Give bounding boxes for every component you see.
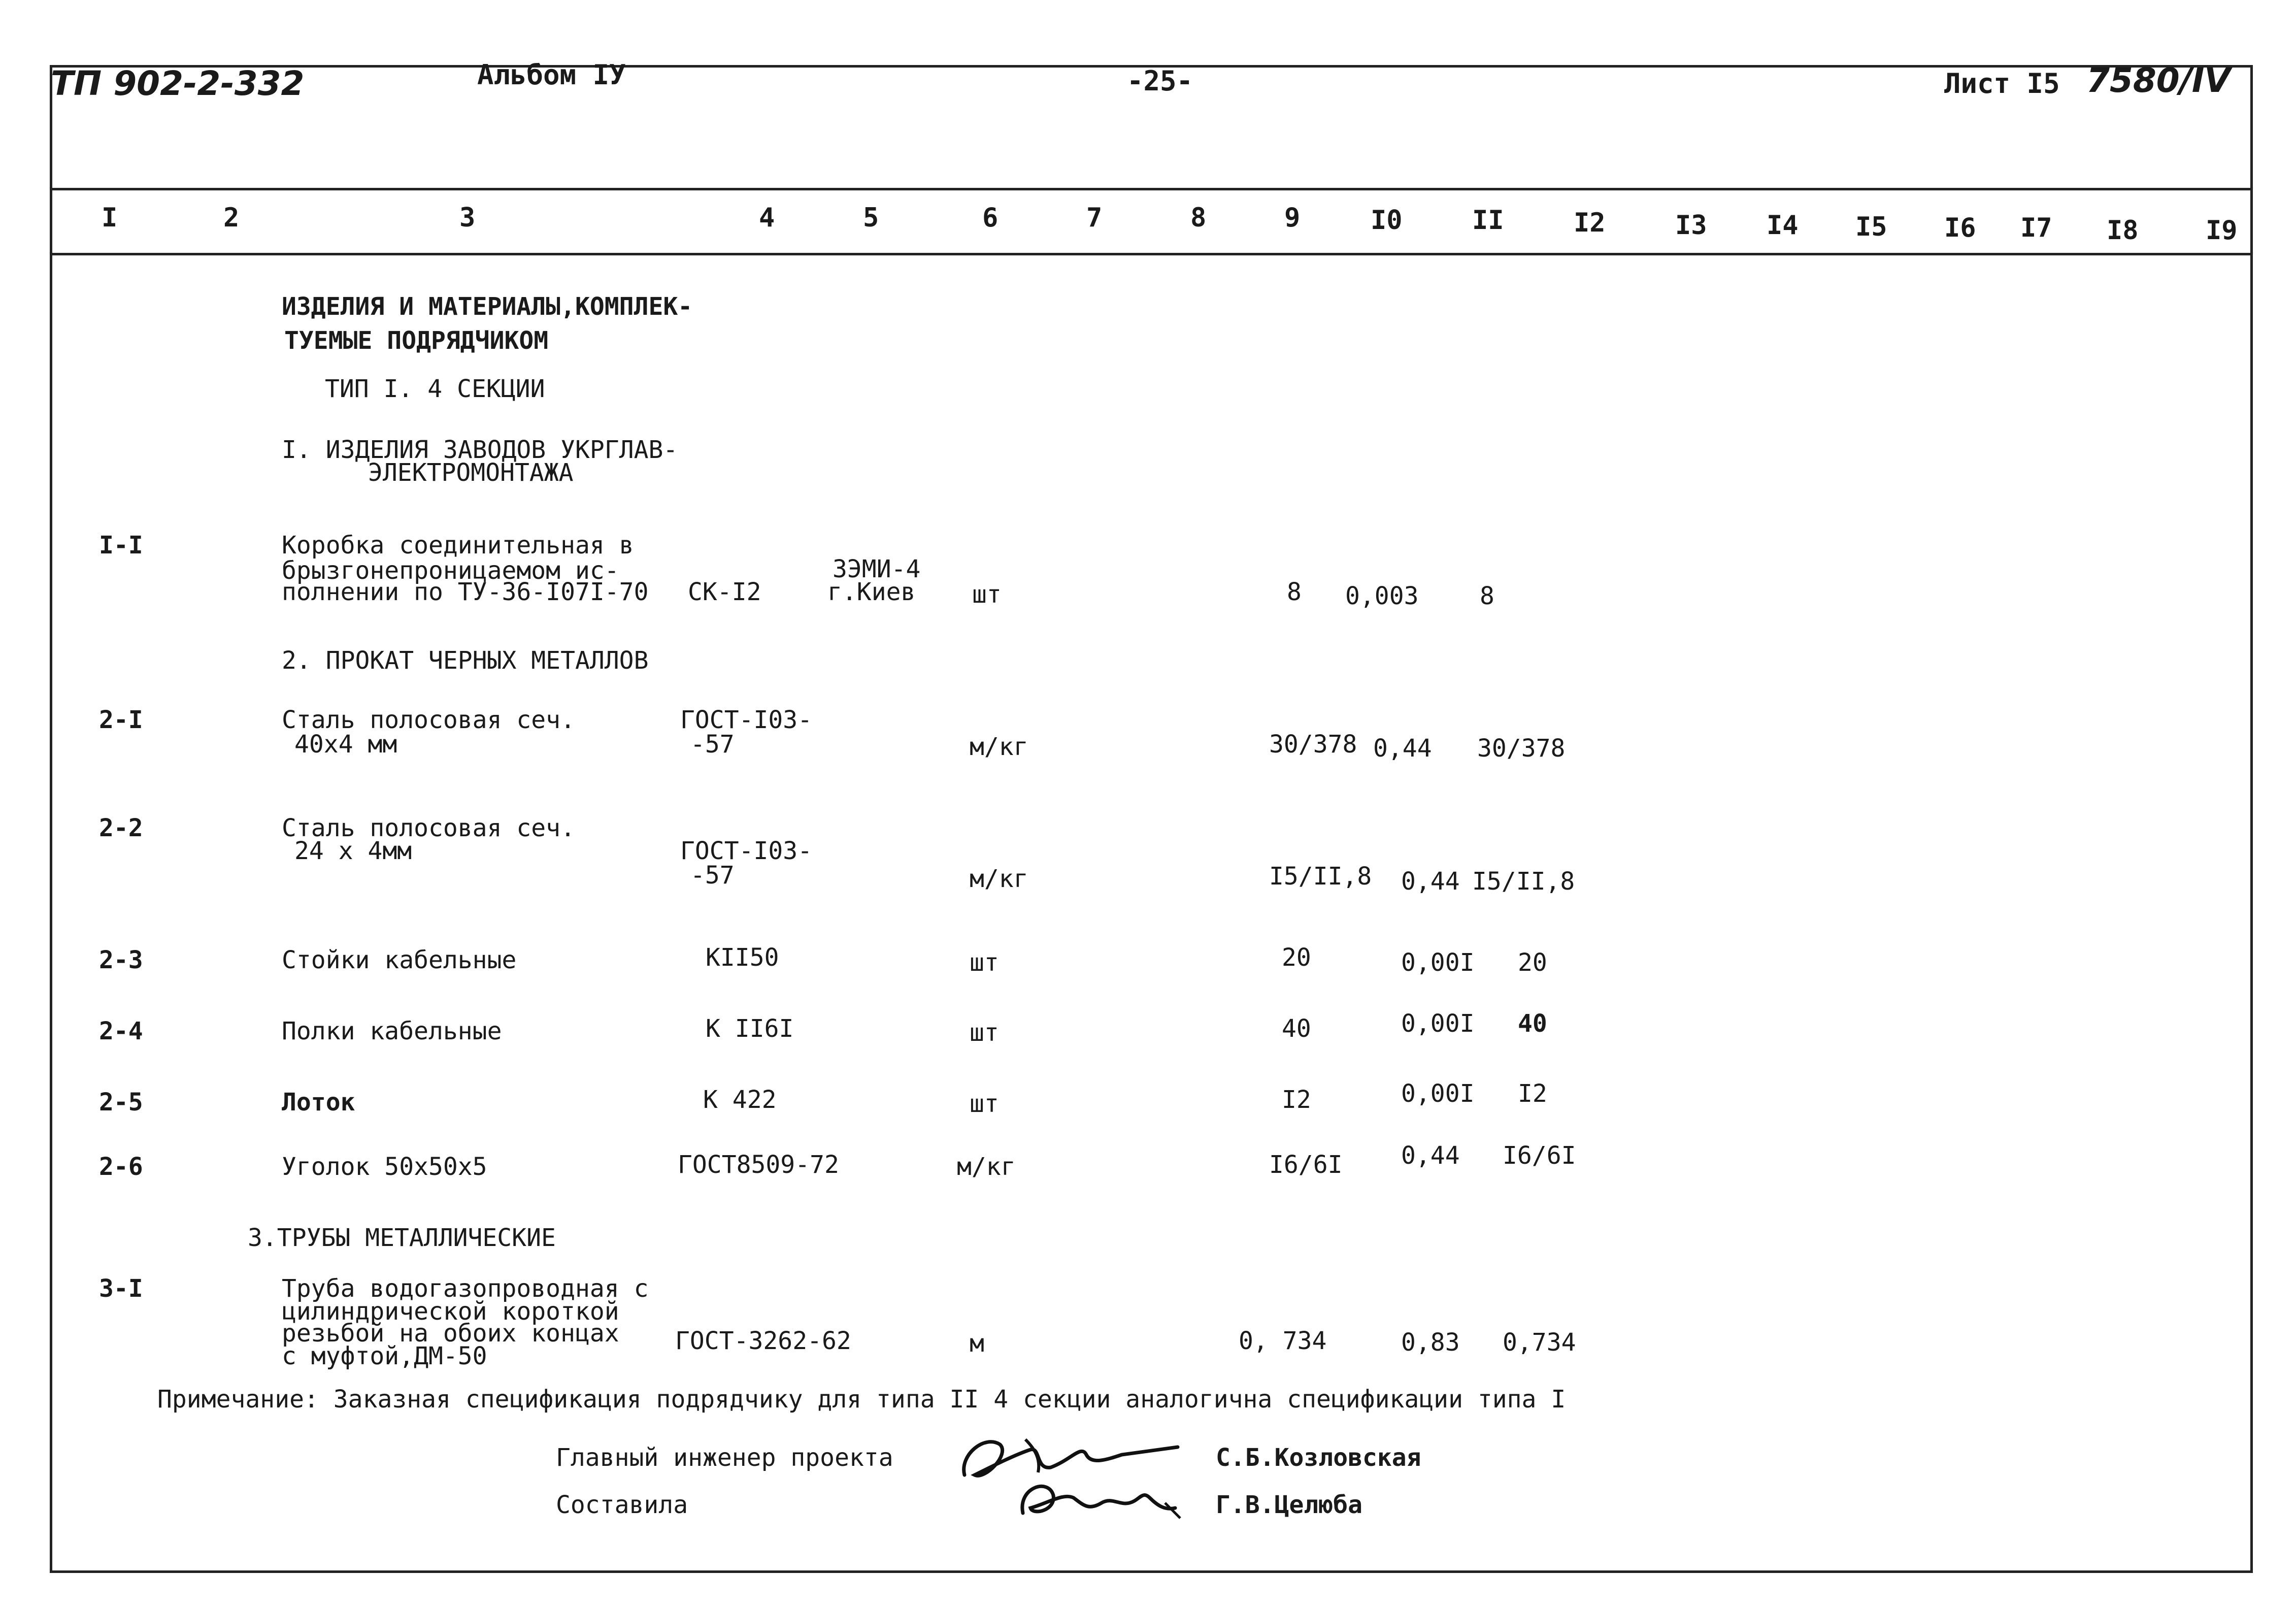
row-name-line: резьбой на обоих концах: [282, 1319, 619, 1348]
row-code: КII50: [706, 943, 779, 972]
row-position: I-I: [99, 531, 143, 560]
row-unit-weight: 0,44: [1401, 1141, 1460, 1170]
row-unit-weight: 0,00I: [1401, 1009, 1475, 1038]
row-name-line: полнении по ТУ-36-I07I-70: [282, 578, 649, 606]
row-name-line: Уголок 50х50х5: [282, 1153, 487, 1181]
row-code: ГОСТ-3262-62: [675, 1327, 851, 1355]
row-unit-weight: 0,44: [1401, 867, 1460, 896]
column-header-16: I6: [1944, 213, 1976, 243]
row-total: 20: [1518, 948, 1547, 977]
row-unit: шт: [970, 1090, 999, 1118]
column-header-2: 2: [223, 203, 240, 233]
compiler-name: Г.В.Целюба: [1216, 1491, 1362, 1519]
compiler-signature: [1013, 1467, 1195, 1528]
column-header-1: I: [102, 203, 118, 233]
column-header-11: II: [1472, 205, 1504, 236]
row-maker-line: ЗЭМИ-4: [833, 555, 921, 583]
row-code: ГОСТ8509-72: [678, 1151, 839, 1179]
row-total: 8: [1480, 582, 1494, 610]
column-header-17: I7: [2020, 213, 2052, 243]
row-code: К II6I: [706, 1014, 794, 1043]
chief-engineer-label: Главный инженер проекта: [556, 1444, 893, 1472]
row-position: 2-2: [99, 814, 143, 842]
row-name-line: Стойки кабельные: [282, 946, 517, 974]
header-divider: [50, 188, 2250, 190]
row-unit: м/кг: [970, 865, 1028, 893]
compiled-by-label: Составила: [556, 1491, 688, 1519]
section-1-title-line-1: I. ИЗДЕЛИЯ ЗАВОДОВ УКРГЛАВ-: [282, 436, 678, 464]
row-total: I5/II,8: [1472, 867, 1575, 896]
row-code-line: -57: [690, 861, 735, 890]
row-position: 2-I: [99, 706, 143, 734]
row-code: К 422: [703, 1086, 777, 1114]
row-code-line: -57: [690, 730, 735, 759]
column-header-14: I4: [1767, 210, 1799, 241]
row-name-line: Труба водогазопроводная с: [282, 1274, 649, 1303]
row-quantity: 8: [1287, 578, 1302, 606]
type-line: ТИП I. 4 СЕКЦИИ: [325, 375, 545, 403]
row-name-line: Полки кабельные: [282, 1017, 502, 1045]
row-name-line: Коробка соединительная в: [282, 531, 634, 560]
column-header-divider: [50, 253, 2250, 255]
row-unit-weight: 0,00I: [1401, 948, 1475, 977]
row-name-line: брызгонепроницаемом ис-: [282, 556, 619, 585]
column-header-4: 4: [759, 203, 775, 233]
column-header-9: 9: [1284, 203, 1301, 233]
column-header-18: I8: [2107, 215, 2139, 246]
row-name-line: 24 х 4мм: [294, 837, 412, 865]
column-header-15: I5: [1855, 212, 1887, 242]
row-quantity: I2: [1282, 1086, 1311, 1114]
row-position: 2-4: [99, 1017, 143, 1045]
row-unit: м/кг: [970, 733, 1028, 761]
row-unit: шт: [970, 948, 999, 977]
row-unit-weight: 0,44: [1373, 734, 1432, 763]
row-quantity: I5/II,8: [1269, 862, 1372, 891]
row-name-line: цилиндрической короткой: [282, 1297, 619, 1326]
row-unit: шт: [970, 1019, 999, 1047]
footnote: Примечание: Заказная спецификация подрядчику для типа II 4 секции аналогична спецификации типа I: [157, 1385, 1566, 1414]
section-2-title: 2. ПРОКАТ ЧЕРНЫХ МЕТАЛЛОВ: [282, 646, 649, 675]
column-header-8: 8: [1190, 203, 1207, 233]
row-total: 30/378: [1477, 734, 1566, 763]
row-total: I2: [1518, 1079, 1547, 1108]
row-unit: м/кг: [957, 1153, 1016, 1181]
row-total: 40: [1518, 1009, 1547, 1038]
column-header-5: 5: [863, 203, 879, 233]
row-code-line: ГОСТ-I03-: [680, 837, 813, 865]
row-code-line: ГОСТ-I03-: [680, 706, 813, 734]
row-total: 0,734: [1503, 1328, 1576, 1357]
column-header-19: I9: [2206, 215, 2238, 246]
column-header-13: I3: [1675, 210, 1707, 241]
column-header-6: 6: [982, 203, 999, 233]
row-name-line: 40х4 мм: [294, 730, 397, 759]
row-quantity: 30/378: [1269, 730, 1357, 759]
row-total: I6/6I: [1503, 1141, 1576, 1170]
column-header-10: I0: [1371, 205, 1403, 236]
row-quantity: 20: [1282, 943, 1311, 972]
row-code: СК-I2: [688, 578, 761, 606]
heading-line-2: ТУЕМЫЕ ПОДРЯДЧИКОМ: [284, 326, 549, 355]
page-number: -25-: [1127, 65, 1193, 97]
row-unit-weight: 0,83: [1401, 1328, 1460, 1357]
section-3-title: 3.ТРУБЫ МЕТАЛЛИЧЕСКИЕ: [248, 1224, 556, 1252]
row-quantity: 40: [1282, 1014, 1311, 1043]
column-header-7: 7: [1086, 203, 1103, 233]
row-position: 2-5: [99, 1088, 143, 1117]
chief-engineer-name: С.Б.Козловская: [1216, 1444, 1421, 1472]
column-header-12: I2: [1574, 208, 1606, 238]
row-name-line: с муфтой,ДМ-50: [282, 1342, 487, 1370]
archive-number: 7580/IV: [2086, 61, 2231, 100]
row-maker-line: г.Киев: [827, 578, 916, 606]
row-name-line: Сталь полосовая сеч.: [282, 706, 575, 734]
row-position: 2-3: [99, 946, 143, 974]
row-quantity: 0, 734: [1239, 1327, 1327, 1355]
row-unit-weight: 0,00I: [1401, 1079, 1475, 1108]
row-name-line: Сталь полосовая сеч.: [282, 814, 575, 842]
album-label: Альбом IУ: [477, 59, 626, 91]
column-header-3: 3: [459, 203, 476, 233]
row-position: 2-6: [99, 1153, 143, 1181]
section-1-title-line-2: ЭЛЕКТРОМОНТАЖА: [368, 458, 574, 487]
row-name-line: Лоток: [282, 1088, 355, 1117]
sheet-label: Лист I5: [1944, 68, 2060, 100]
row-unit: м: [970, 1329, 984, 1358]
row-unit-weight: 0,003: [1345, 582, 1419, 610]
row-position: 3-I: [99, 1274, 143, 1303]
project-code: ТП 902-2-332: [51, 64, 305, 103]
row-unit: шт: [972, 580, 1002, 609]
row-quantity: I6/6I: [1269, 1151, 1343, 1179]
heading-line-1: ИЗДЕЛИЯ И МАТЕРИАЛЫ,КОМПЛЕК-: [282, 292, 693, 321]
